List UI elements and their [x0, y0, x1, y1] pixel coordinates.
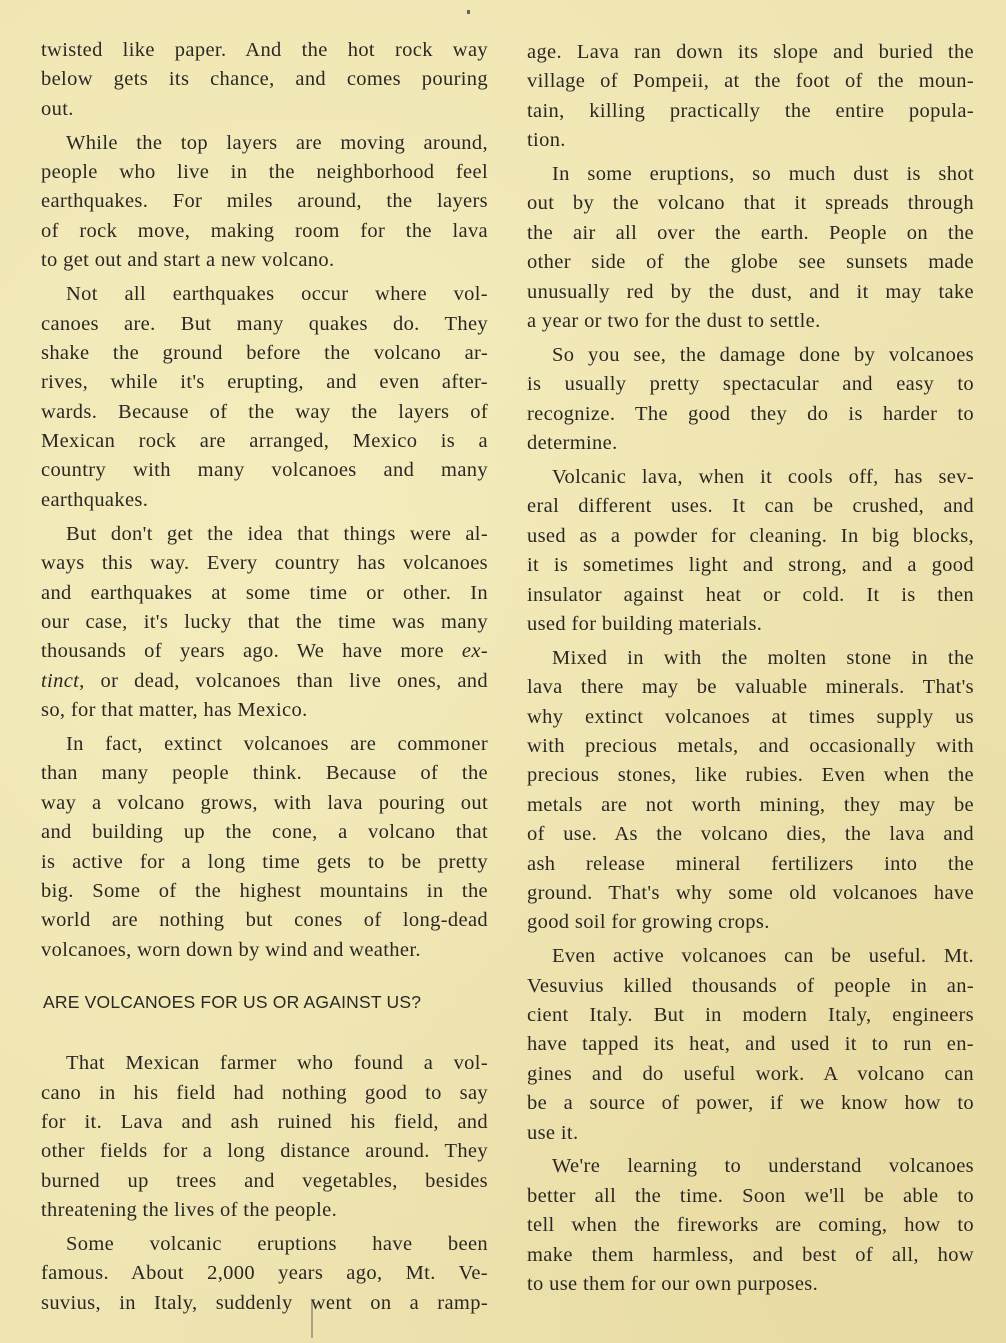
text-line: While the top layers are moving around,	[66, 131, 488, 154]
text-line: a year or two for the dust to settle.	[527, 310, 821, 333]
text-line: ash release mineral fertilizers into the	[527, 852, 974, 875]
text-line: out.	[41, 97, 74, 120]
text-line: so, for that matter, has Mexico.	[41, 699, 308, 722]
text-line: of rock move, making room for the lava	[41, 219, 488, 242]
text-line: In some eruptions, so much dust is shot	[552, 163, 974, 186]
text-line: wards. Because of the way the layers of	[41, 400, 488, 423]
text-line: Vesuvius killed thousands of people in an-	[527, 974, 974, 997]
paragraph	[527, 38, 974, 156]
text-line: Volcanic lava, when it cools off, has sev-	[552, 465, 974, 488]
text-line: precious stones, like rubies. Even when the	[527, 764, 974, 787]
text-line: village of Pompeii, at the foot of the moun-	[527, 70, 974, 93]
italic-text-run: tinct,	[41, 669, 85, 692]
text-line: it is sometimes light and strong, and a good	[527, 554, 974, 577]
paragraph	[41, 730, 488, 965]
text-line: famous. About 2,000 years ago, Mt. Ve-	[41, 1262, 488, 1285]
paragraph	[41, 280, 488, 515]
text-line: So you see, the damage done by volcanoes	[552, 343, 974, 366]
text-line: country with many volcanoes and many	[41, 459, 488, 482]
text-line: world are nothing but cones of long-dead	[41, 909, 488, 932]
paragraph	[41, 1049, 488, 1225]
text-line: the air all over the earth. People on the	[527, 221, 974, 244]
text-line: unusually red by the dust, and it may take	[527, 280, 974, 303]
text-line: better all the time. Soon we'll be able to	[527, 1184, 974, 1207]
text-line: with precious metals, and occasionally with	[527, 734, 974, 757]
text-line: suvius, in Italy, suddenly went on a ramp-	[41, 1291, 488, 1314]
text-line: why extinct volcanoes at times supply us	[527, 705, 974, 728]
text-line: and building up the cone, a volcano that	[41, 821, 488, 844]
paragraph	[527, 160, 974, 336]
text-line: shake the ground before the volcano ar-	[41, 341, 488, 364]
paragraph	[527, 463, 974, 639]
text-line: But don't get the idea that things were al-	[66, 522, 488, 545]
text-line: is usually pretty spectacular and easy to	[527, 373, 974, 396]
paragraph	[41, 129, 488, 276]
top-center-speck	[467, 10, 470, 14]
text-line: eral different uses. It can be crushed, and	[527, 495, 974, 518]
text-line: big. Some of the highest mountains in the	[41, 879, 488, 902]
text-line: twisted like paper. And the hot rock way	[41, 39, 488, 61]
text-line: Some volcanic eruptions have been	[66, 1232, 488, 1255]
text-line: than many people think. Because of the	[41, 762, 488, 785]
text-line: recognize. The good they do is harder to	[527, 402, 974, 425]
text-line: tell when the fireworks are coming, how to	[527, 1214, 974, 1237]
paragraph	[527, 942, 974, 1148]
text-line: other fields for a long distance around. They	[41, 1140, 488, 1163]
text-line: We're learning to understand volcanoes	[552, 1155, 974, 1178]
text-line: make them harmless, and best of all, how	[527, 1243, 974, 1266]
left-column	[41, 36, 488, 1323]
text-line: earthquakes. For miles around, the layers	[41, 190, 488, 213]
paragraph	[41, 1230, 488, 1318]
text-line: earthquakes.	[41, 488, 149, 511]
text-line: to use them for our own purposes.	[527, 1273, 819, 1296]
text-line: and earthquakes at some time or other. In	[41, 581, 488, 604]
text-line: gines and do useful work. A volcano can	[527, 1062, 974, 1085]
text-line: volcanoes, worn down by wind and weather.	[41, 938, 421, 961]
text-line: have tapped its heat, and used it to run en-	[527, 1033, 974, 1056]
text-line: to get out and start a new volcano.	[41, 249, 335, 272]
text-line: cient Italy. But in modern Italy, engineers	[527, 1004, 974, 1026]
paragraph	[527, 1152, 974, 1299]
text-line: ways this way. Every country has volcanoes	[41, 552, 488, 575]
text-line: tion.	[527, 129, 566, 152]
paragraph	[527, 341, 974, 459]
paragraph	[527, 644, 974, 938]
text-line	[41, 667, 488, 696]
text-line: Mexican rock are arranged, Mexico is a	[41, 430, 488, 453]
text-line: ground. That's why some old volcanoes have	[527, 881, 974, 904]
text-line: determine.	[527, 432, 618, 455]
text-line: be a source of power, if we know how to	[527, 1092, 974, 1115]
text-line: people who live in the neighborhood feel	[41, 161, 488, 184]
text-line: canoes are. But many quakes do. They	[41, 312, 488, 335]
right-column	[527, 38, 974, 1304]
text-line: our case, it's lucky that the time was many	[41, 610, 488, 633]
text-line: of use. As the volcano dies, the lava and	[527, 823, 974, 846]
paragraph	[41, 520, 488, 726]
text-line: way a volcano grows, with lava pouring out	[41, 791, 488, 814]
text-line: cano in his field had nothing good to say	[41, 1081, 488, 1104]
text-line: for it. Lava and ash ruined his field, and	[41, 1110, 488, 1133]
text-line: used for building materials.	[527, 612, 763, 635]
italic-text-run: ex-	[461, 640, 488, 663]
text-line: Not all earthquakes occur where vol-	[66, 283, 488, 306]
text-line: is active for a long time gets to be pretty	[41, 850, 488, 873]
text-run: thousands of years ago. We have more	[41, 640, 462, 663]
text-line: That Mexican farmer who found a vol-	[66, 1052, 488, 1075]
text-line: In fact, extinct volcanoes are commoner	[66, 732, 488, 755]
text-line: out by the volcano that it spreads through	[527, 192, 974, 215]
text-line: burned up trees and vegetables, besides	[41, 1169, 488, 1192]
text-line: other side of the globe see sunsets made	[527, 251, 974, 274]
text-line: below gets its chance, and comes pouring	[41, 68, 488, 91]
paragraph	[41, 36, 488, 124]
text-line: good soil for growing crops.	[527, 911, 770, 934]
section-heading: ARE VOLCANOES FOR US OR AGAINST US?	[43, 992, 422, 1013]
text-line: rives, while it's erupting, and even after-	[41, 371, 488, 394]
text-line: age. Lava ran down its slope and buried the	[527, 41, 974, 63]
text-line: metals are not worth mining, they may be	[527, 793, 974, 816]
text-line	[41, 637, 488, 666]
text-line: Mixed in with the molten stone in the	[552, 646, 974, 669]
text-line: tain, killing practically the entire popula-	[527, 99, 974, 122]
text-run: or dead, volcanoes than live ones, and	[84, 669, 488, 692]
text-line: used as a powder for cleaning. In big blocks,	[527, 524, 974, 547]
text-line: Even active volcanoes can be useful. Mt.	[552, 945, 974, 968]
text-line: lava there may be valuable minerals. That's	[527, 676, 974, 699]
text-line: use it.	[527, 1121, 579, 1144]
text-line: insulator against heat or cold. It is then	[527, 583, 974, 606]
text-line: threatening the lives of the people.	[41, 1199, 338, 1222]
